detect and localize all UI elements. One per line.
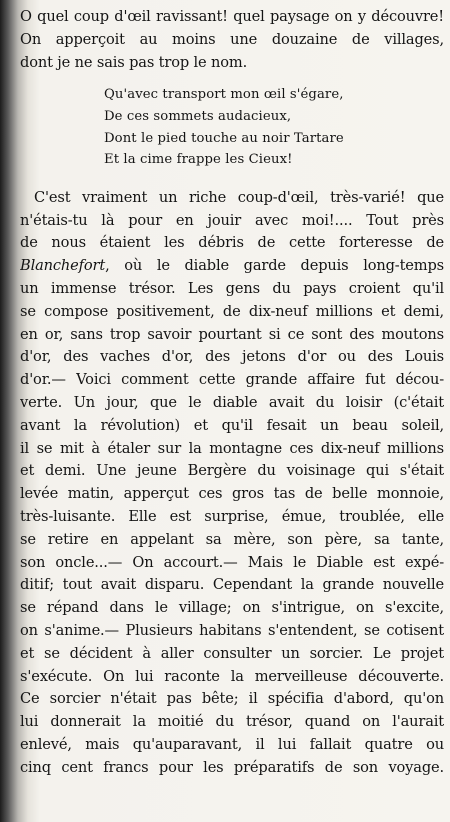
paragraph-line: C'est vraiment un riche coup-d'œil, très-varié! que [34, 188, 444, 206]
verse-line: De ces sommets audacieux, [104, 108, 292, 124]
text-line: dont je ne sais pas trop le nom. [20, 53, 248, 71]
paragraph-line: un immense trésor. Les gens du pays croient qu'il [20, 279, 444, 297]
paragraph-line: se retire en appelant sa mère, son père, sa tante, [20, 530, 444, 548]
place-name: Blanchefort [20, 257, 106, 275]
paragraph-line: d'or, des vaches d'or, des jetons d'or ou des Louis [20, 348, 444, 366]
paragraph-line: on s'anime.— Plusieurs habitans s'entendent, se cotisent [20, 621, 444, 639]
paragraph-line: verte. Un jour, que le diable avait du loisir (c'était [20, 393, 444, 411]
paragraph-line: s'exécute. On lui raconte la merveilleuse découverte. [20, 667, 444, 685]
paragraph-line: lui donnerait la moitié du trésor, quand on l'aurait [20, 713, 444, 731]
paragraph-line: en or, sans trop savoir pourtant si ce sont des moutons [20, 325, 444, 343]
paragraph-line: de nous étaient les débris de cette forteresse de [20, 234, 444, 252]
paragraph-line: Ce sorcier n'était pas bête; il spécifia d'abord, qu'on [20, 690, 444, 708]
paragraph-line: avant la révolution) et qu'il fesait un beau soleil, [20, 416, 444, 434]
paragraph-line: très-luisante. Elle est surprise, émue, troublée, elle [20, 507, 444, 525]
paragraph-line: n'étais-tu là pour en jouir avec moi!.... Tout près [20, 211, 444, 229]
paragraph-line: et demi. Une jeune Bergère du voisinage qui s'était [20, 462, 444, 480]
paragraph-line: se répand dans le village; on s'intrigue, on s'excite, [20, 599, 444, 617]
verse-quote [20, 84, 444, 170]
paragraph-line: et se décident à aller consulter un sorcier. Le projet [20, 644, 444, 662]
paragraph-line: cinq cent francs pour les préparatifs de son voyage. [20, 758, 444, 776]
paragraph-line: d'or.— Voici comment cette grande affaire fut décou- [20, 371, 444, 389]
paragraph-line: levée matin, apperçut ces gros tas de belle monnoie, [20, 485, 444, 503]
verse-line: Qu'avec transport mon œil s'égare, [104, 87, 344, 103]
paragraph-line: il se mit à étaler sur la montagne ces dix-neuf millions [20, 439, 444, 457]
paragraph-line: ditif; tout avait disparu. Cependant la grande nouvelle [20, 576, 444, 594]
page-text [20, 6, 444, 779]
paragraph-line: son oncle...— On accourt.— Mais le Diable est expé- [20, 553, 444, 571]
paragraph-line: enlevé, mais qu'auparavant, il lui fallait quatre ou [20, 735, 444, 753]
line-text: , où le diable garde depuis long-temps [105, 257, 444, 275]
paragraph-line: se compose positivement, de dix-neuf millions et demi, [20, 302, 444, 320]
verse-line: Et la cime frappe les Cieux! [104, 152, 293, 168]
text-line: O quel coup d'œil ravissant! quel paysage on y découvre! [20, 8, 444, 25]
verse-line: Dont le pied touche au noir Tartare [104, 130, 344, 146]
text-line: On apperçoit au moins une douzaine de villages, [20, 30, 444, 48]
paragraph-line [20, 255, 444, 278]
